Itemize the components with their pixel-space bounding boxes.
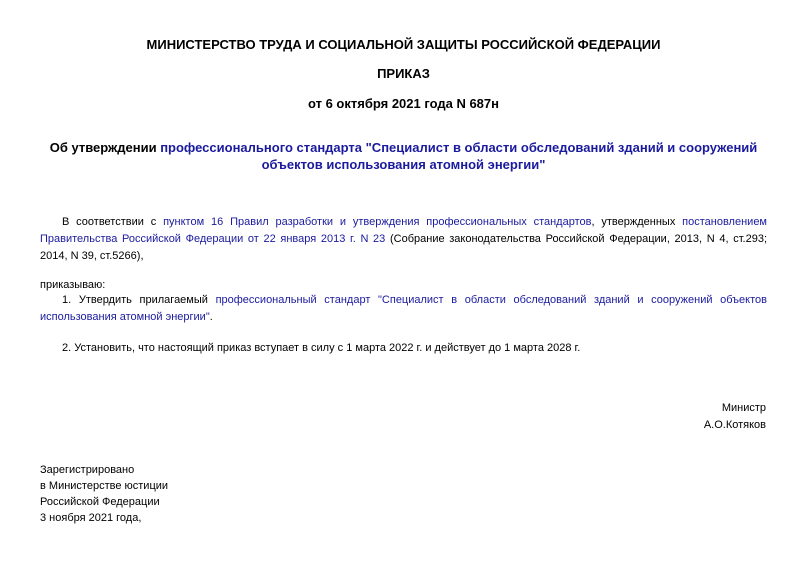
signature-block xyxy=(704,400,766,434)
rules-clause-link[interactable]: пунктом 16 Правил разработки и утверждения профессиональных стандартов xyxy=(163,216,592,228)
subject-standard-link[interactable]: профессионального стандарта "Специалист в области обследований зданий и сооружений объектов использования атомной энергии" xyxy=(160,140,758,172)
paragraph-basis xyxy=(40,214,767,265)
registration-line-3: Российской Федерации xyxy=(40,496,160,508)
government-decree-link[interactable]: постановлением Правительства Российской Федерации от 22 января 2013 г. N 23 xyxy=(40,216,767,245)
document-type: ПРИКАЗ xyxy=(377,66,430,81)
paragraph-approve xyxy=(40,292,767,326)
registration-line-4: 3 ноября 2021 года, xyxy=(40,512,142,524)
signer-position: Министр xyxy=(721,402,766,414)
professional-standard-link[interactable]: профессиональный стандарт "Специалист в области обследований зданий и сооружений объектов использования атомной энергии" xyxy=(40,294,767,323)
paragraph-effective-date: 2. Установить, что настоящий приказ вступает в силу с 1 марта 2022 г. и действует до 1 марта 2028 г. xyxy=(62,342,581,354)
ministry-title: МИНИСТЕРСТВО ТРУДА И СОЦИАЛЬНОЙ ЗАЩИТЫ РОССИЙСКОЙ ФЕДЕРАЦИИ xyxy=(146,37,661,52)
basis-text-2: , утвержденных xyxy=(591,216,683,228)
subject-prefix: Об утверждении xyxy=(49,140,161,155)
registration-line-1: Зарегистрировано xyxy=(40,464,135,476)
registration-block xyxy=(40,462,168,526)
approve-text-2: . xyxy=(209,311,213,323)
registration-line-2: в Министерстве юстиции xyxy=(40,480,169,492)
document-subject xyxy=(40,139,767,173)
basis-text-3: (Собрание законодательства Российской Федерации, 2013, N 4, ст.293; 2014, N 39, ст.5266), xyxy=(40,233,768,262)
signer-name: А.О.Котяков xyxy=(703,419,766,431)
basis-text-1: В соответствии с xyxy=(62,216,164,228)
document-date: от 6 октября 2021 года N 687н xyxy=(307,96,499,111)
order-word: приказываю: xyxy=(40,279,106,291)
approve-text-1: 1. Утвердить прилагаемый xyxy=(62,294,216,306)
